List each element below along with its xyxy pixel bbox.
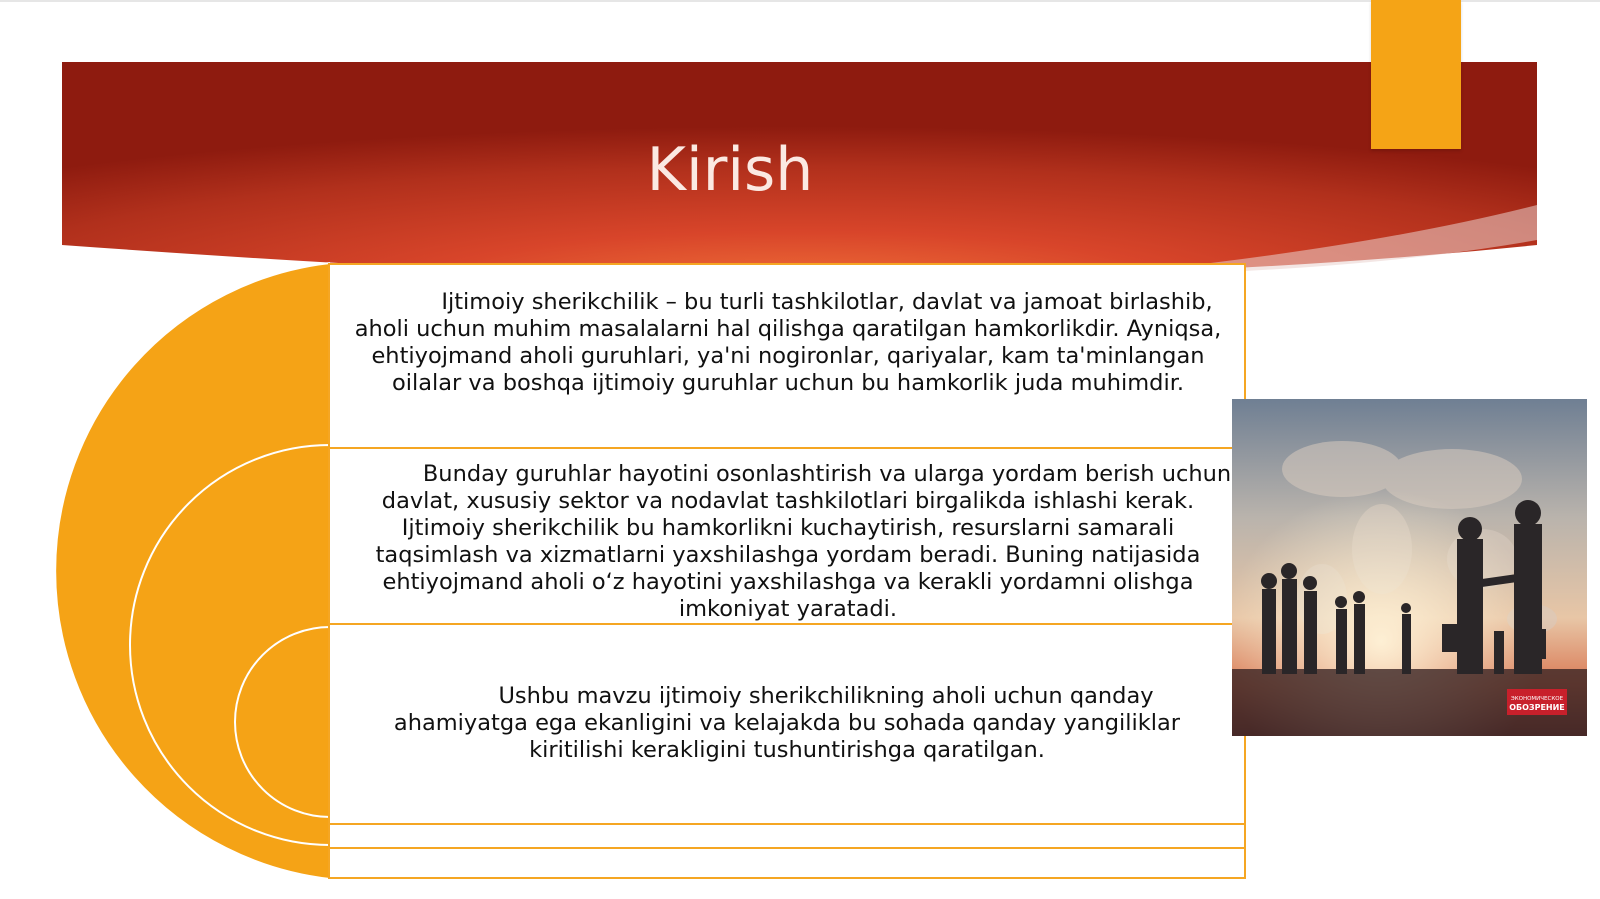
paragraph-box-3: [328, 623, 1246, 825]
handshake-world-map-photo: [1232, 399, 1587, 736]
paragraph-1: Ijtimoiy sherikchilik – bu turli tashkilotlar, davlat va jamoat birlashib, aholi uchun muhim masalalarni hal qilishga qaratilgan hamkorlikdir. Ayniqsa, ehtiyojmand aholi guruhlari, ya'ni nogironlar, qariyalar, kam ta'minlangan oilalar va boshqa ijtimoiy guruhlar uchun bu hamkorlik juda muhimdir.: [354, 289, 1222, 396]
accent-tab: [1371, 0, 1461, 149]
paragraph-box-1: [328, 263, 1246, 449]
empty-box-1: [328, 823, 1246, 849]
empty-box-2: [328, 847, 1246, 879]
badge-line-1: ЭКОНОМИЧЕСКОЕ: [1510, 696, 1564, 702]
slide-title: Kirish: [646, 135, 814, 205]
badge-line-2: ОБОЗРЕНИЕ: [1509, 703, 1565, 712]
paragraph-box-2: [328, 447, 1246, 625]
photo-illustration: [1232, 399, 1587, 736]
paragraph-2: Bunday guruhlar hayotini osonlashtirish va ularga yordam berish uchun davlat, xususiy sektor va nodavlat tashkilotlari birgalikda ishlashi kerak. Ijtimoiy sherikchilik bu hamkorlikni kuchaytirish, resurslarni samarali taqsimlash va xizmatlarni yaxshilashga yordam beradi. Buning natijasida ehtiyojmand aholi o‘z hayotini yaxshilashga va kerakli yordamni olishga imkoniyat yaratadi.: [375, 461, 1232, 622]
paragraph-3: Ushbu mavzu ijtimoiy sherikchilikning aholi uchun qanday ahamiyatga ega ekanligini va kelajakda bu sohada qanday yangiliklar kiritilishi kerakligini tushuntirishga qaratilgan.: [393, 683, 1181, 763]
decorative-arcs: [0, 255, 340, 895]
